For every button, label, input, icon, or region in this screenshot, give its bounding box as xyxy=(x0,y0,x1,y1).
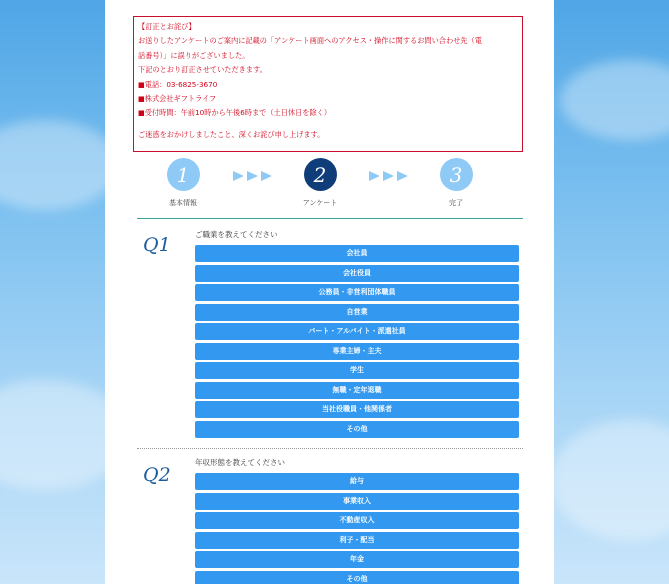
notice-apology: ご迷惑をおかけしましたこと、深くお詫び申し上げます。 xyxy=(138,129,325,139)
notice-line: 下記のとおり訂正させていただきます。 xyxy=(138,65,267,75)
option-button[interactable]: 給与 xyxy=(195,473,519,490)
notice-company: ■株式会社ギフトライフ xyxy=(138,94,217,104)
notice-line: お送りしたアンケートのご案内に記載の「アンケート画面へのアクセス・操作に関するお問い合わせ先（電 xyxy=(138,36,482,46)
option-button[interactable]: 会社役員 xyxy=(195,265,519,282)
arrow-right-icon xyxy=(261,171,272,181)
step-number-badge: 3 xyxy=(440,158,473,191)
question-number: Q1 xyxy=(143,234,171,256)
option-button[interactable]: 当社役職員・他関係者 xyxy=(195,401,519,418)
arrow-right-icon xyxy=(233,171,244,181)
option-button[interactable]: 公務員・非営利団体職員 xyxy=(195,284,519,301)
notice-line: 話番号）」に誤りがございました。 xyxy=(138,50,250,60)
background-cloud xyxy=(550,420,669,540)
question-number: Q2 xyxy=(143,464,171,486)
background-cloud xyxy=(560,60,669,140)
background-cloud xyxy=(0,120,120,210)
option-button[interactable]: 利子・配当 xyxy=(195,532,519,549)
section-divider xyxy=(137,218,523,219)
step-label: 完了 xyxy=(449,199,463,207)
step-label: 基本情報 xyxy=(169,199,197,207)
option-button[interactable]: 無職・定年退職 xyxy=(195,382,519,399)
option-button[interactable]: 専業主婦・主夫 xyxy=(195,343,519,360)
option-button[interactable]: 年金 xyxy=(195,551,519,568)
step-arrows xyxy=(369,171,414,183)
question-text: ご職業を教えてください xyxy=(195,230,278,239)
correction-notice xyxy=(133,16,523,152)
step-number-badge: 1 xyxy=(167,158,200,191)
step-survey xyxy=(290,158,350,208)
progress-steps xyxy=(133,158,523,216)
notice-line: 【訂正とお詫び】 xyxy=(138,22,196,31)
arrow-right-icon xyxy=(247,171,258,181)
step-number-badge: 2 xyxy=(304,158,337,191)
option-button[interactable]: その他 xyxy=(195,571,519,584)
arrow-right-icon xyxy=(397,171,408,181)
option-button[interactable]: 不動産収入 xyxy=(195,512,519,529)
option-button[interactable]: 会社員 xyxy=(195,245,519,262)
step-label: アンケート xyxy=(302,199,338,207)
notice-phone: ■電話：03-6825-3670 xyxy=(138,79,218,89)
q2-options xyxy=(195,473,519,584)
option-button[interactable]: パート・アルバイト・派遣社員 xyxy=(195,323,519,340)
option-button[interactable]: その他 xyxy=(195,421,519,438)
notice-spacer xyxy=(138,121,518,128)
question-text: 年収形態を教えてください xyxy=(195,458,285,467)
q1-options xyxy=(195,245,519,440)
option-button[interactable]: 事業収入 xyxy=(195,493,519,510)
arrow-right-icon xyxy=(369,171,380,181)
notice-hours: ■受付時間：午前10時から午後6時まで（土日休日を除く） xyxy=(138,108,332,118)
question-divider xyxy=(137,448,523,449)
step-arrows xyxy=(233,171,278,183)
option-button[interactable]: 学生 xyxy=(195,362,519,379)
step-basic-info xyxy=(153,158,213,208)
step-complete xyxy=(426,158,486,208)
survey-page xyxy=(105,0,554,584)
arrow-right-icon xyxy=(383,171,394,181)
option-button[interactable]: 自営業 xyxy=(195,304,519,321)
